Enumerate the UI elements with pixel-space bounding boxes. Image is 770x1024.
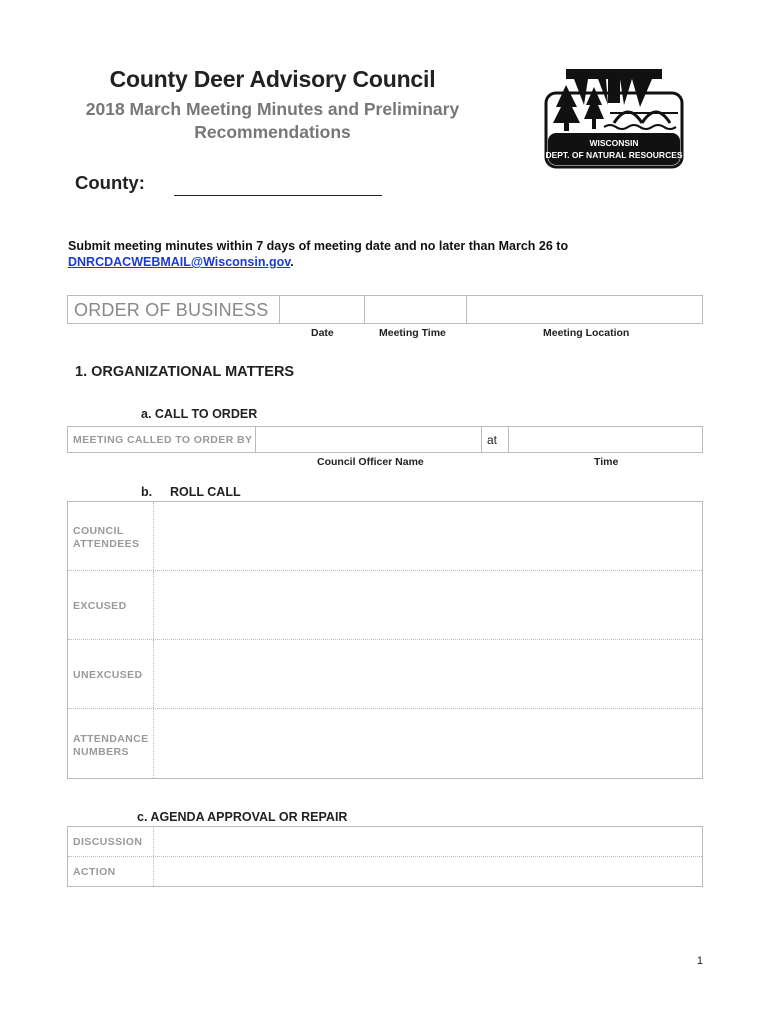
meeting-time-caption: Meeting Time <box>379 327 446 339</box>
call-to-order-heading: a. CALL TO ORDER <box>141 407 258 421</box>
county-label: County: <box>75 172 145 193</box>
date-caption: Date <box>311 327 334 339</box>
attendance-numbers-field[interactable] <box>155 709 702 778</box>
attendance-numbers-label: ATTENDANCE NUMBERS <box>73 733 149 758</box>
council-attendees-label: COUNCIL ATTENDEES <box>73 525 140 550</box>
action-row <box>68 857 702 886</box>
action-field[interactable] <box>155 857 702 886</box>
attendance-numbers-row <box>68 709 702 778</box>
unexcused-label-cell <box>68 640 154 708</box>
excused-label: EXCUSED <box>73 600 127 612</box>
section-organizational-matters: 1. ORGANIZATIONAL MATTERS <box>75 364 295 380</box>
logo-text-line-2: DEPT. OF NATURAL RESOURCES <box>545 150 683 160</box>
roll-call-letter: b. <box>141 485 153 499</box>
submission-instructions <box>68 238 708 270</box>
agenda-table <box>67 826 703 887</box>
action-label-cell <box>68 857 154 886</box>
page-number: 1 <box>696 955 703 967</box>
at-label: at <box>487 433 498 447</box>
call-to-order-row <box>67 426 703 453</box>
discussion-field[interactable] <box>155 827 702 856</box>
council-officer-name-field[interactable] <box>256 427 482 452</box>
council-attendees-label-cell <box>68 502 154 570</box>
discussion-label-cell <box>68 827 154 856</box>
discussion-row <box>68 827 702 857</box>
council-attendees-field[interactable] <box>155 502 702 570</box>
unexcused-field[interactable] <box>155 640 702 708</box>
meeting-time-field[interactable] <box>364 296 467 323</box>
meeting-location-caption: Meeting Location <box>543 327 630 339</box>
call-time-field[interactable] <box>509 427 702 452</box>
discussion-label: DISCUSSION <box>73 836 143 848</box>
unexcused-label: UNEXCUSED <box>73 669 143 681</box>
date-field[interactable] <box>279 296 365 323</box>
roll-call-heading: ROLL CALL <box>170 485 241 499</box>
at-label-cell <box>482 427 509 452</box>
agenda-approval-heading: c. AGENDA APPROVAL OR REPAIR <box>137 810 348 824</box>
time-caption: Time <box>594 456 619 468</box>
meeting-location-field[interactable] <box>466 296 702 323</box>
order-label-cell <box>68 296 280 323</box>
council-attendees-row <box>68 502 702 571</box>
attendance-numbers-label-cell <box>68 709 154 778</box>
excused-field[interactable] <box>155 571 702 639</box>
excused-label-cell <box>68 571 154 639</box>
wisconsin-dnr-logo <box>544 67 684 169</box>
unexcused-row <box>68 640 702 709</box>
document-subtitle <box>0 98 545 144</box>
subtitle-line-1: 2018 March Meeting Minutes and Preliminary <box>85 99 460 119</box>
order-of-business-row <box>67 295 703 324</box>
called-by-label-cell <box>68 427 256 452</box>
email-link[interactable]: DNRCDACWEBMAIL@Wisconsin.gov <box>68 255 291 269</box>
instructions-text: Submit meeting minutes within 7 days of meeting date and no later than March 26 to <box>68 239 569 253</box>
subtitle-line-2: Recommendations <box>194 122 351 142</box>
county-field[interactable] <box>174 195 382 196</box>
roll-call-table <box>67 501 703 779</box>
excused-row <box>68 571 702 640</box>
instructions-suffix: . <box>290 255 294 269</box>
order-of-business-label: ORDER OF BUSINESS <box>74 300 269 320</box>
document-title: County Deer Advisory Council <box>109 66 436 92</box>
meeting-called-to-order-label: MEETING CALLED TO ORDER BY <box>73 434 253 446</box>
action-label: ACTION <box>73 866 116 878</box>
logo-text-line-1: WISCONSIN <box>589 138 639 148</box>
council-officer-name-caption: Council Officer Name <box>317 456 424 468</box>
